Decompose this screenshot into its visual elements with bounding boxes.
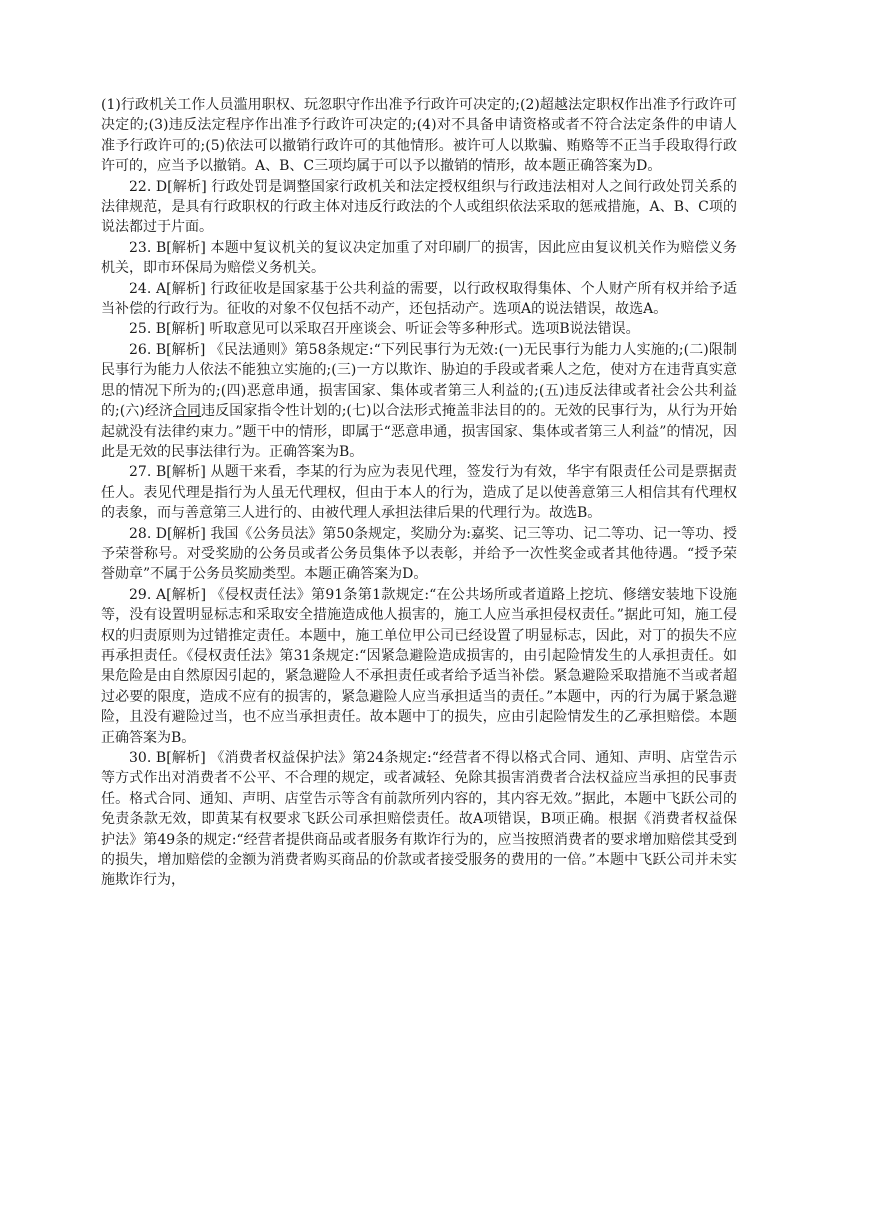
paragraph xyxy=(101,319,737,339)
paragraph-text: 27. B[解析] 从题干来看，李某的行为应为表见代理，签发行为有效，华宇有限责任公司是票据责任人。表见代理是指行为人虽无代理权，但由于本人的行为，造成了足以使善意第三人相信其有代理权的表象，而与善意第三人进行的、由被代理人承担法律后果的代理行为。故选B。 xyxy=(101,464,737,522)
paragraph xyxy=(101,462,737,523)
paragraph-text: 违反国家指令性计划的;(七)以合法形式掩盖非法目的的。无效的民事行为，从行为开始起就没有法律约束力。”题干中的情形，即属于“恶意串通，损害国家、集体或者第三人利益”的情况，因此是无效的民事法律行为。正确答案为B。 xyxy=(101,403,738,460)
paragraph-text: 24. A[解析] 行政征收是国家基于公共利益的需要，以行政权取得集体、个人财产所有权并给予适当补偿的行政行为。征收的对象不仅包括不动产，还包括动产。选项A的说法错误，故选A。 xyxy=(101,280,737,318)
paragraph xyxy=(101,177,737,238)
paragraph xyxy=(101,279,737,320)
paragraph-text: 30. B[解析] 《消费者权益保护法》第24条规定:“经营者不得以格式合同、通知、声明、店堂告示等方式作出对消费者不公平、不合理的规定，或者减轻、免除其损害消费者合法权益应当承担的民事责任。格式合同、通知、声明、店堂告示等含有前款所列内容的，其内容无效。”据此，本题中飞跃公司的免责条款无效，即黄某有权要求飞跃公司承担赔偿责任。故A项错误，B项正确。根据《消费者权益保护法》第49条的规定:“经营者提供商品或者服务有欺诈行为的，应当按照消费者的要求增加赔偿其受到的损失，增加赔偿的金额为消费者购买商品的价款或者接受服务的费用的一倍。”本题中飞跃公司并未实施欺诈行为， xyxy=(101,750,737,889)
paragraph-text: 23. B[解析] 本题中复议机关的复议决定加重了对印刷厂的损害，因此应由复议机关作为赔偿义务机关，即市环保局为赔偿义务机关。 xyxy=(101,239,737,277)
paragraph xyxy=(101,524,737,585)
paragraph-text: 28. D[解析] 我国《公务员法》第50条规定，奖励分为:嘉奖、记三等功、记二等功、记一等功、授予荣誉称号。对受奖励的公务员或者公务员集体予以表彰，并给予一次性奖金或者其他待遇。“授予荣誉勋章”不属于公务员奖励类型。本题正确答案为D。 xyxy=(101,525,737,583)
paragraph xyxy=(101,95,737,177)
paragraph xyxy=(101,340,737,462)
paragraph xyxy=(101,748,737,891)
paragraph-text: 26. B[解析] 《民法通则》第58条规定:“下列民事行为无效:(一)无民事行为能力人实施的;(二)限制民事行为能力人依法不能独立实施的;(三)一方以欺诈、胁迫的手段或者乘人之危，使对方在违背真实意思的情况下所为的;(四)恶意串通，损害国家、集体或者第三人利益的;(五)违反法律或者社会公共利益的;(六)经济 xyxy=(101,341,737,420)
paragraph xyxy=(101,585,737,748)
paragraph-text: 25. B[解析] 听取意见可以采取召开座谈会、听证会等多种形式。选项B说法错误。 xyxy=(129,321,640,338)
paragraph-text: 22. D[解析] 行政处罚是调整国家行政机关和法定授权组织与行政违法相对人之间行政处罚关系的法律规范，是具有行政职权的行政主体对违反行政法的个人或组织依法采取的惩戒措施，A、B、C项的说法都过于片面。 xyxy=(101,178,737,236)
paragraph-text: (1)行政机关工作人员滥用职权、玩忽职守作出准予行政许可决定的;(2)超越法定职权作出准予行政许可决定的;(3)违反法定程序作出准予行政许可决定的;(4)对不具备申请资格或者不符合法定条件的申请人准予行政许可的;(5)依法可以撤销行政许可的其他情形。被许可人以欺骗、贿赂等不正当手段取得行政许可的，应当予以撤销。A、B、C三项均属于可以予以撤销的情形，故本题正确答案为D。 xyxy=(101,97,737,175)
underlined-text: 合同 xyxy=(173,403,202,420)
document-page xyxy=(101,95,737,891)
paragraph xyxy=(101,238,737,279)
paragraph-text: 29. A[解析] 《侵权责任法》第91条第1款规定:“在公共场所或者道路上挖坑、修缮安装地下设施等，没有设置明显标志和采取安全措施造成他人损害的，施工人应当承担侵权责任。”据此可知，施工侵权的归责原则为过错推定责任。本题中，施工单位甲公司已经设置了明显标志，因此，对丁的损失不应再承担责任。《侵权责任法》第31条规定:“因紧急避险造成损害的，由引起险情发生的人承担责任。如果危险是由自然原因引起的，紧急避险人不承担责任或者给予适当补偿。紧急避险采取措施不当或者超过必要的限度，造成不应有的损害的，紧急避险人应当承担适当的责任。”本题中，丙的行为属于紧急避险，且没有避险过当，也不应当承担责任。故本题中丁的损失，应由引起险情发生的乙承担赔偿。本题正确答案为B。 xyxy=(101,586,737,746)
